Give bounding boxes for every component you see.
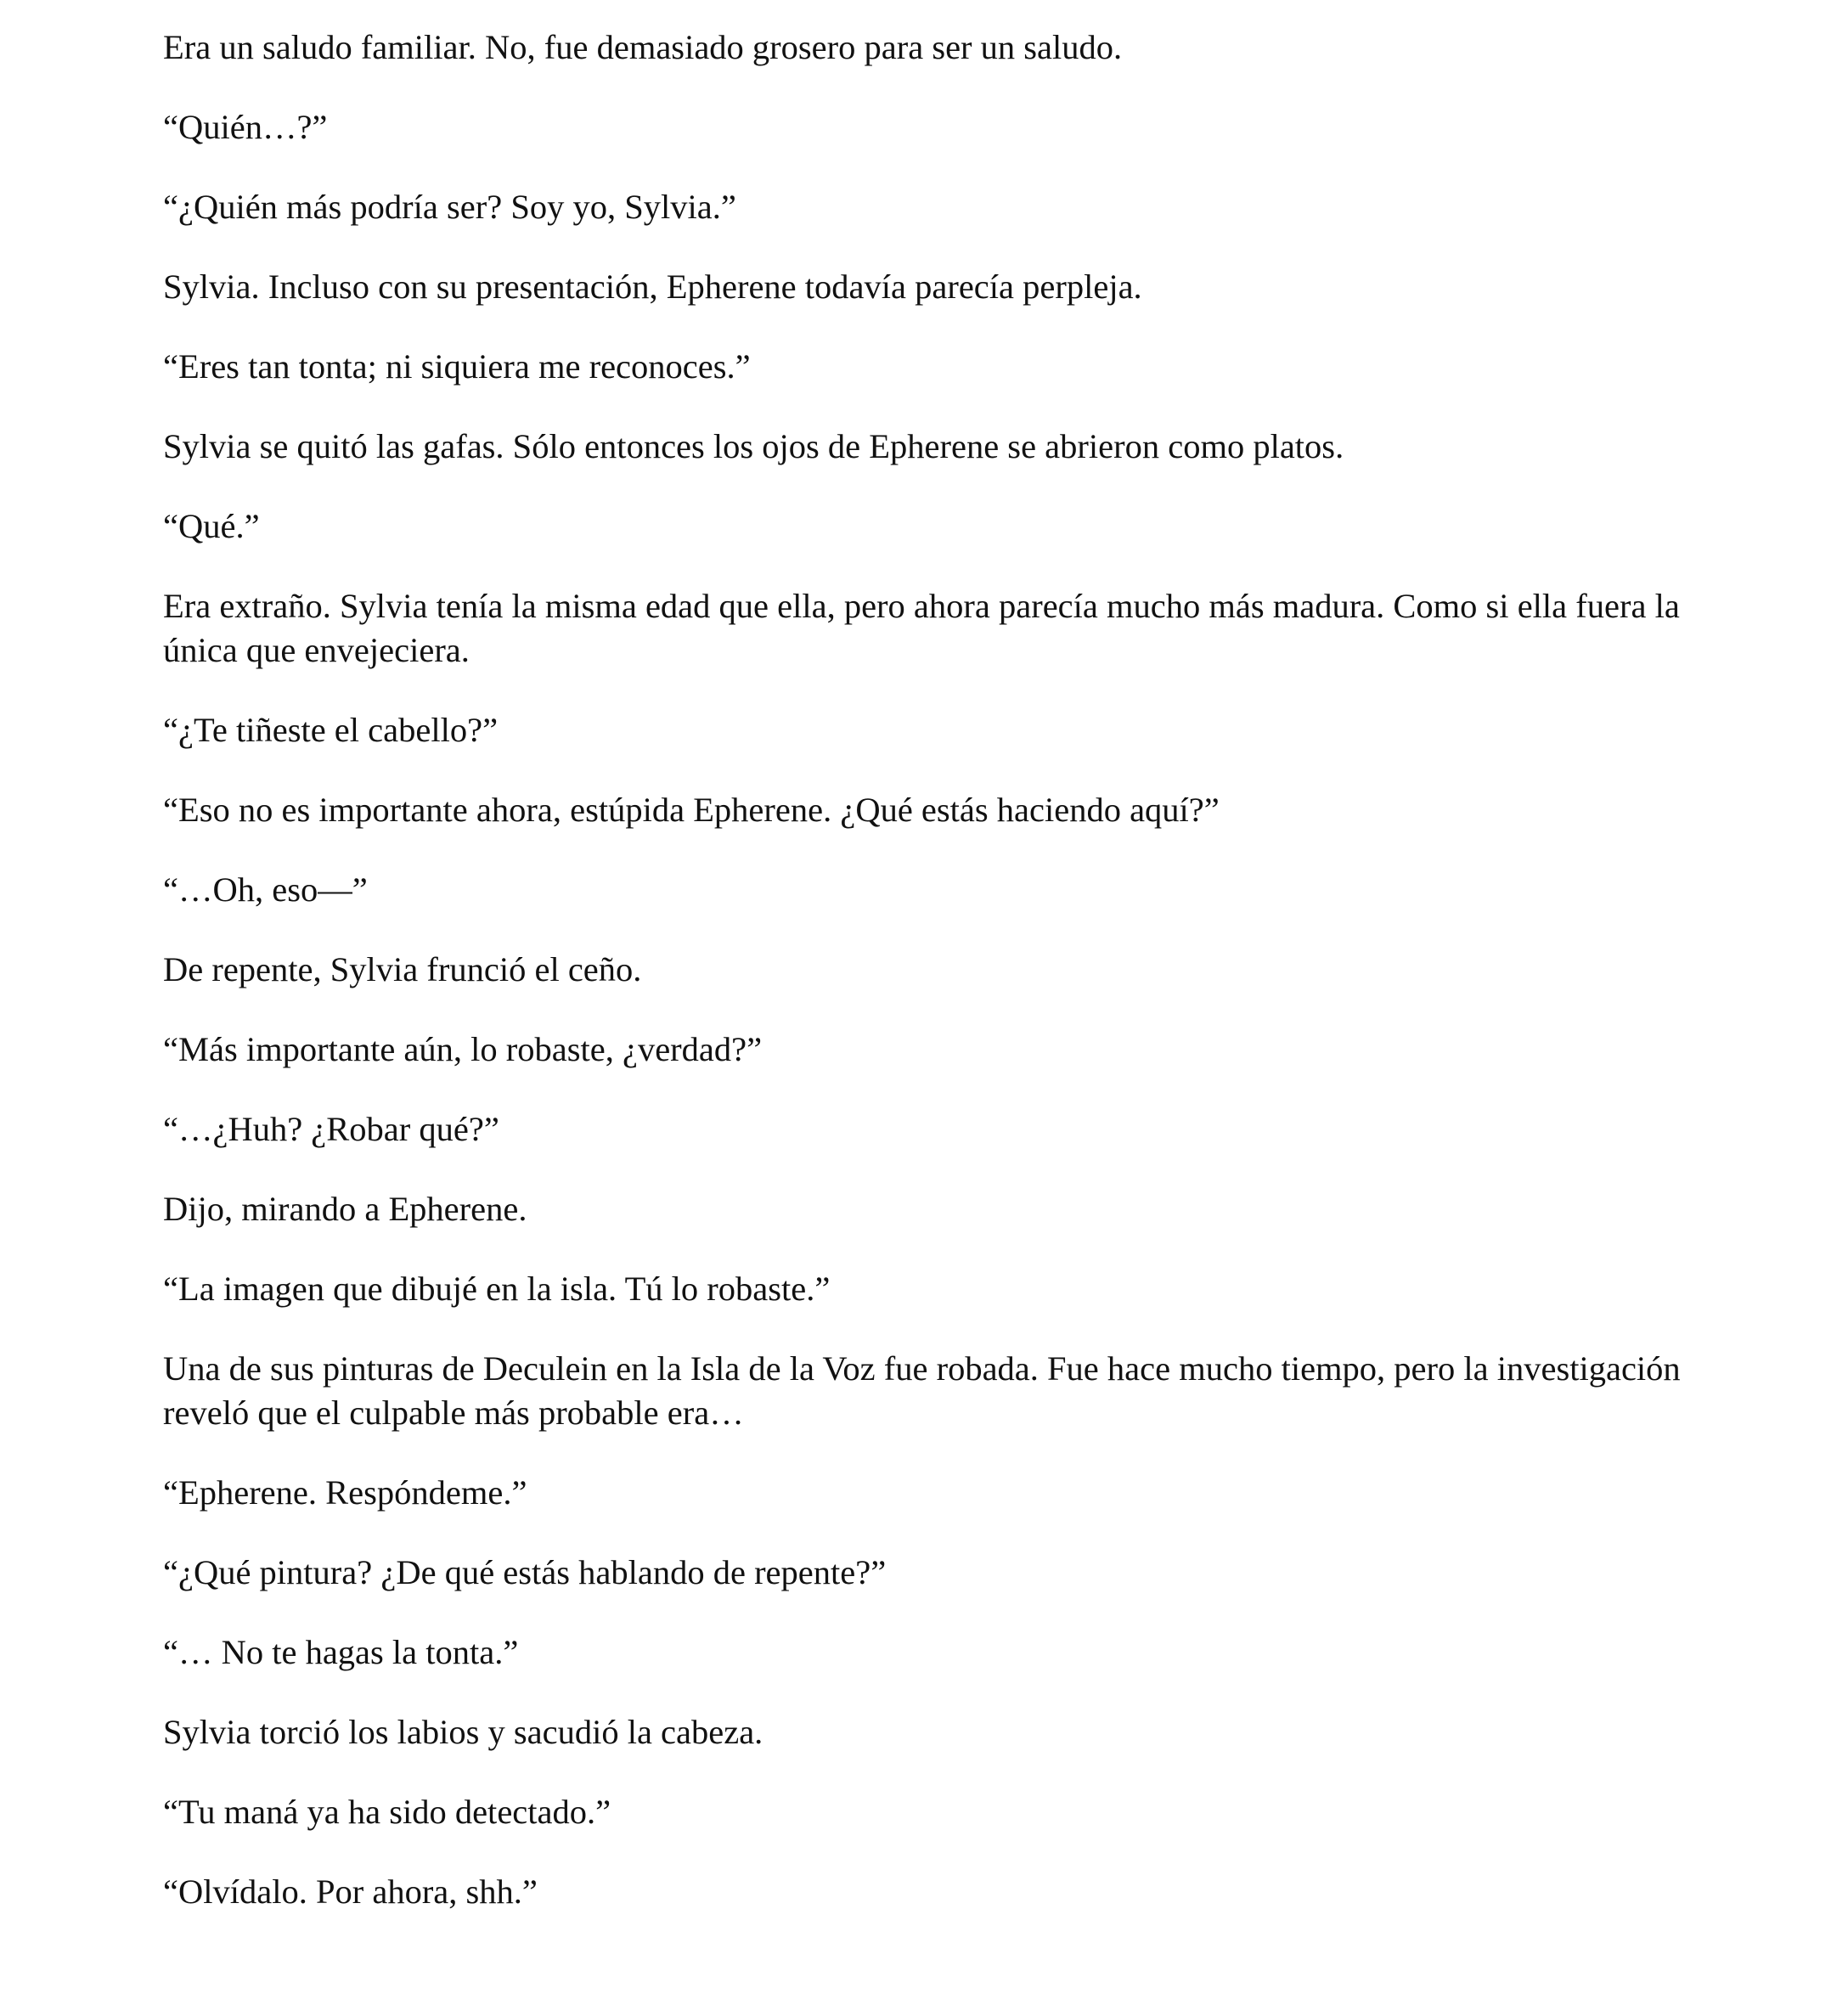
paragraph: “… No te hagas la tonta.” [163, 1633, 519, 1671]
paragraph: “Tu maná ya ha sido detectado.” [163, 1793, 611, 1831]
paragraph: Era un saludo familiar. No, fue demasiado grosero para ser un saludo. [163, 28, 1123, 66]
paragraph: Sylvia se quitó las gafas. Sólo entonces los ojos de Epherene se abrieron como platos. [163, 427, 1344, 465]
document-page [163, 25, 1683, 1950]
paragraph: “Olvídalo. Por ahora, shh.” [163, 1872, 538, 1911]
paragraph: “…Oh, eso—” [163, 870, 368, 909]
paragraph: “Epherene. Respóndeme.” [163, 1473, 527, 1512]
paragraph: Sylvia torció los labios y sacudió la cabeza. [163, 1713, 763, 1751]
paragraph: Dijo, mirando a Epherene. [163, 1190, 527, 1228]
paragraph: “Más importante aún, lo robaste, ¿verdad?” [163, 1030, 763, 1068]
paragraph: Una de sus pinturas de Deculein en la Isla de la Voz fue robada. Fue hace mucho tiempo, pero la investigación reveló que el culpable más probable era… [163, 1349, 1681, 1432]
paragraph: “¿Qué pintura? ¿De qué estás hablando de repente?” [163, 1553, 887, 1591]
paragraph: “…¿Huh? ¿Robar qué?” [163, 1110, 499, 1148]
paragraph: “Qué.” [163, 507, 260, 545]
paragraph: “¿Quién más podría ser? Soy yo, Sylvia.” [163, 188, 736, 226]
paragraph: “¿Te tiñeste el cabello?” [163, 711, 499, 749]
paragraph: “Quién…?” [163, 108, 328, 146]
paragraph: Era extraño. Sylvia tenía la misma edad que ella, pero ahora parecía mucho más madura. Como si ella fuera la única que envejeciera. [163, 587, 1680, 669]
paragraph: De repente, Sylvia frunció el ceño. [163, 950, 642, 988]
paragraph: Sylvia. Incluso con su presentación, Epherene todavía parecía perpleja. [163, 267, 1142, 306]
paragraph: “La imagen que dibujé en la isla. Tú lo robaste.” [163, 1270, 831, 1308]
paragraph: “Eres tan tonta; ni siquiera me reconoces.” [163, 347, 751, 386]
paragraph: “Eso no es importante ahora, estúpida Epherene. ¿Qué estás haciendo aquí?” [163, 791, 1220, 829]
